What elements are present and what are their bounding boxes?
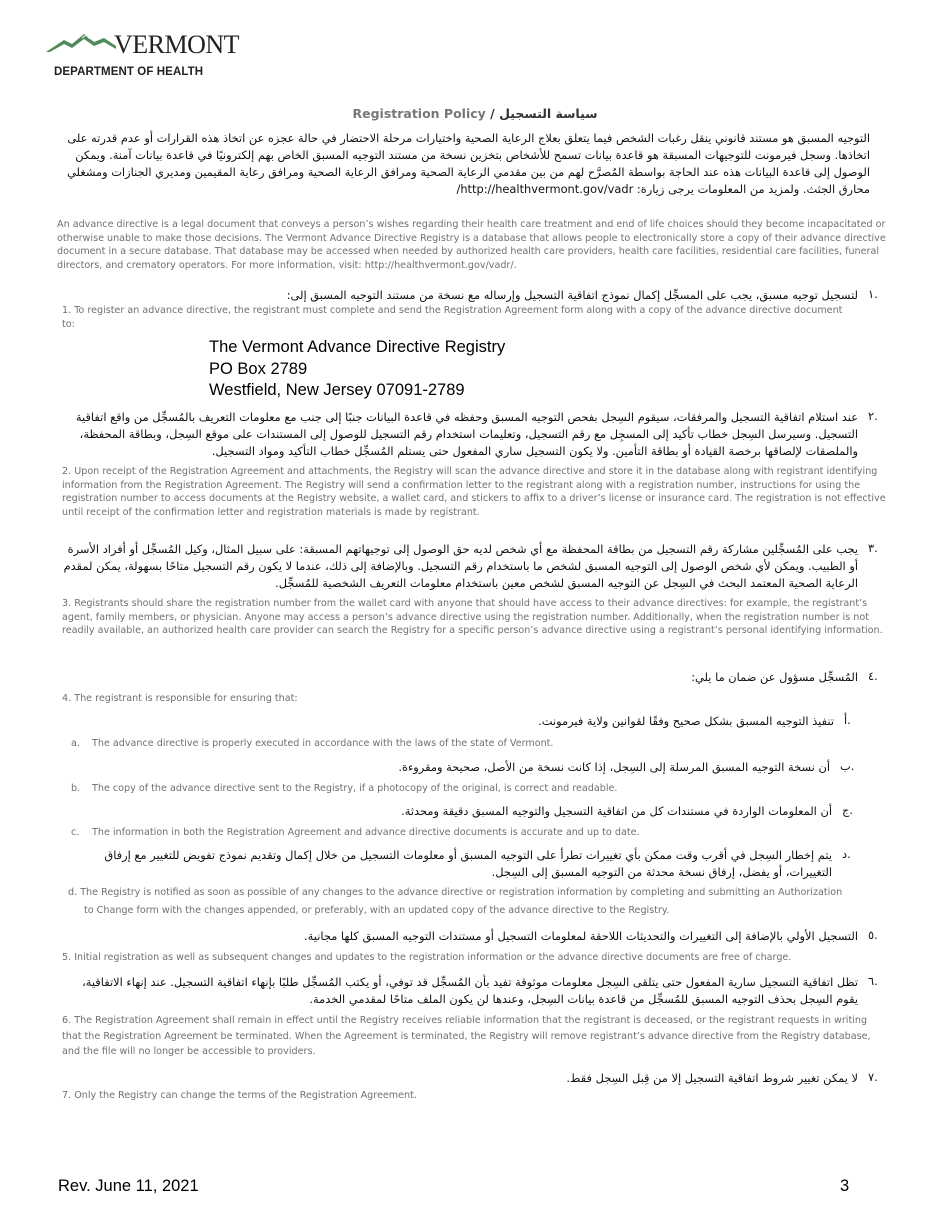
item-1-english: 1. To register an advance directive, the registrant must complete and send the Registration Agreement form along with a copy of the advance directive document to: <box>62 305 843 330</box>
mountain-logo-icon <box>46 30 116 54</box>
registry-address <box>209 337 505 402</box>
subitem-a-arabic: تنفيذ التوجيه المسبق بشكل صحيح وفقًا لقوانين ولاية فيرمونت. <box>538 714 834 728</box>
address-line-3: Westfield, New Jersey 07091-2789 <box>209 381 465 399</box>
revision-date: Rev. June 11, 2021 <box>58 1177 199 1195</box>
item-4-number: ٤. <box>868 669 878 683</box>
item-2-english: 2. Upon receipt of the Registration Agreement and attachments, the Registry will scan the advance directive and store it in the database along with registrant identifying information from the Registration Agreement. The Registry will send a confirmation letter to the registrant along with a registration number, instructions for using the registration number to access documents at the Registry website, a wallet card, and stickers to affix to a driver’s license or insurance card. The registration is not effective until receipt of the confirmation letter and registration materials is made by registrant. <box>62 466 886 518</box>
item-3-arabic: يجب على المُسجِّلين مشاركة رقم التسجيل من بطاقة المحفظة مع أي شخص لديه حق الوصول إلى توجيهاتهم المسبقة: على سبيل المثال، وكيل المُسجِّل أو أفراد الأسرة أو الطبيب. ويمكن لأي شخص الوصول إلى التوجيه المسبق لشخص ما باستخدام رقم التسجيل. وبالإضافة إلى ذلك، عندما لا يكون رقم التسجيل متاحًا بسهولة، يمكن لمقدم الرعاية الصحية المعتمد البحث في السِجل عن التوجيه المسبق لشخص معين باستخدام معلومات التعريف الشخصية للمُسجِّل. <box>63 542 858 590</box>
address-line-2: PO Box 2789 <box>209 359 308 378</box>
title-arabic: سياسة التسجيل <box>499 106 598 121</box>
page-number: 3 <box>840 1177 850 1195</box>
subitem-c-english-letter: c. <box>71 827 80 838</box>
item-7-arabic: لا يمكن تغيير شروط اتفاقية التسجيل إلا من قِبل السِجل فقط. <box>566 1071 858 1085</box>
item-7-english: 7. Only the Registry can change the terms of the Registration Agreement. <box>62 1090 417 1101</box>
page-title <box>0 106 950 121</box>
item-6-number: ٦. <box>868 974 878 988</box>
subitem-b-english: The copy of the advance directive sent to the Registry, if a photocopy of the original, is correct and readable. <box>92 783 618 794</box>
intro-arabic: التوجيه المسبق هو مستند قانوني ينقل رغبات الشخص فيما يتعلق بعلاج الرعاية الصحية واختيارات مرحلة الاحتضار في حالة عجزه عن اتخاذ هذه القرارات أو عدم قدرته على اتخاذها. وسجل فيرمونت للتوجيهات المسبقة هو قاعدة بيانات تسمح للأشخاص بتخزين نسخة من مستند التوجيه المسبق الخاص بهم إلكترونيًا في قاعدة بيانات آمنة. ويمكن الوصول إلى قاعدة البيانات هذه عند الحاجة بواسطة المُصرَّح لهم من بين مقدمي الرعاية الصحية ومرافق الرعاية الصحية ومرافق رعاية المقيمين ومديري الجنازات ومشغلي محارق الجثث. ولمزيد من المعلومات يرجى زيارة: http://healthvermont.gov/vadr/ <box>67 131 870 196</box>
item-6-arabic: تظل اتفاقية التسجيل سارية المفعول حتى يتلقى السِجل معلومات موثوقة تفيد بأن المُسجِّل قد توفي، أو يكتب المُسجِّل طلبًا بإنهاء اتفاقية التسجيل. عند إنهاء الاتفاقية، يقوم السِجل بحذف التوجيه المسبق للمُسجِّل من قاعدة بيانات السِجل، وعندها لن يكون الملف متاحًا لمقدمي الخدمة. <box>82 975 858 1006</box>
title-separator: / <box>490 106 495 121</box>
item-4-english: 4. The registrant is responsible for ensuring that: <box>62 693 298 704</box>
subitem-c-english: The information in both the Registration Agreement and advance directive documents is accurate and up to date. <box>92 827 640 838</box>
item-5-number: ٥. <box>868 928 878 942</box>
item-5-arabic: التسجيل الأولي بالإضافة إلى التغييرات والتحديثات اللاحقة لمعلومات التسجيل أو مستندات التوجيه المسبق كلها مجانية. <box>304 929 858 943</box>
subitem-c-letter: ج. <box>842 803 853 817</box>
subitem-a-letter: أ. <box>844 713 851 727</box>
item-2-number: ٢. <box>868 409 878 423</box>
intro-english: An advance directive is a legal document that conveys a person’s wishes regarding their health care treatment and end of life choices should they become incapacitated or otherwise unable to make those decisions. The Vermont Advance Directive Registry is a database that allows people to electronically store a copy of their advance directive document in a secure database. That database may be accessed when needed by authorized health care providers, health care facilities, residential care facilities, funeral directors, and crematory operators. For more information, visit: http://healthvermont.gov/vadr/. <box>57 219 886 271</box>
subitem-b-arabic: أن نسخة التوجيه المسبق المرسلة إلى السِجل، إذا كانت نسخة من الأصل، صحيحة ومقروءة. <box>398 760 830 774</box>
logo-department: DEPARTMENT OF HEALTH <box>54 66 204 78</box>
item-3-english: 3. Registrants should share the registration number from the wallet card with anyone that should have access to their advance directives: for example, the registrant’s agent, family members, or physician. Anyone may access a person’s advance directive using the registration number. Additionally, when the registration number is not readily available, an authorized health care provider can search the Registry for a specific person’s advance directive using a registrant’s personal identifying information. <box>62 598 883 637</box>
item-1-number: ١. <box>868 287 878 301</box>
address-line-1: The Vermont Advance Directive Registry <box>209 338 506 356</box>
subitem-d-arabic: يتم إخطار السِجل في أقرب وقت ممكن بأي تغييرات تطرأ على التوجيه المسبق أو معلومات التسجيل من خلال إكمال وتقديم نموذج تفويض للتغيير مع إرفاق التغييرات، أو يفضل، إرفاق نسخة محدثة من التوجيه المسبق إلى السِجل. <box>104 848 832 879</box>
vermont-health-logo <box>46 30 240 82</box>
title-english: Registration Policy <box>352 106 486 121</box>
subitem-c-arabic: أن المعلومات الواردة في مستندات كل من اتفاقية التسجيل والتوجيه المسبق دقيقة ومحدثة. <box>401 804 832 818</box>
subitem-d-letter: د. <box>842 847 851 861</box>
item-5-english: 5. Initial registration as well as subsequent changes and updates to the registration information or the advance directive documents are free of charge. <box>62 952 792 963</box>
subitem-a-english-letter: a. <box>71 738 80 749</box>
subitem-a-english: The advance directive is properly executed in accordance with the laws of the state of Vermont. <box>92 738 554 749</box>
item-2-arabic: عند استلام اتفاقية التسجيل والمرفقات، سيقوم السِجل بفحص التوجيه المسبق وحفظه في قاعدة البيانات جنبًا إلى جنب مع معلومات التعريف بالمُسجِّل من واقع اتفاقية التسجيل. وسيرسل السِجل خطاب تأكيد إلى المسجِل مع رقم التسجيل، وتعليمات استخدام رقم التسجيل للوصول إلى المستندات على موقع السِجل، وبطاقة المحفظة، والملصقات لإلصاقها برخصة القيادة أو بطاقة التأمين. ولا يكون التسجيل ساري المفعول حتى يستلم المُسجِّل خطاب التأكيد ومواد التسجيل. <box>75 410 858 458</box>
subitem-b-english-letter: b. <box>71 783 81 794</box>
item-3-number: ٣. <box>868 541 878 555</box>
item-7-number: ٧. <box>868 1070 878 1084</box>
item-1-arabic: لتسجيل توجيه مسبق، يجب على المسجِّل إكمال نموذج اتفاقية التسجيل وإرساله مع نسخة من مستند التوجيه المسبق إلى: <box>286 288 858 302</box>
logo-wordmark: VERMONT <box>114 30 240 59</box>
subitem-d-english: d. The Registry is notified as soon as possible of any changes to the advance directive or registration information by completing and submitting an Authorization to Change form with the changes appended, or preferably, with an updated copy of the advance directive to the Registry. <box>68 887 843 916</box>
subitem-b-letter: ب. <box>840 759 855 773</box>
item-6-english: 6. The Registration Agreement shall remain in effect until the Registry receives reliable information that the registrant is deceased, or the registrant requests in writing that the Registration Agreement be terminated. When the Agreement is terminated, the Registry will remove registrant’s advance directive from the Registry database, and the file will no longer be accessible to providers. <box>62 1015 871 1057</box>
item-4-arabic: المُسجِّل مسؤول عن ضمان ما يلي: <box>691 670 858 684</box>
